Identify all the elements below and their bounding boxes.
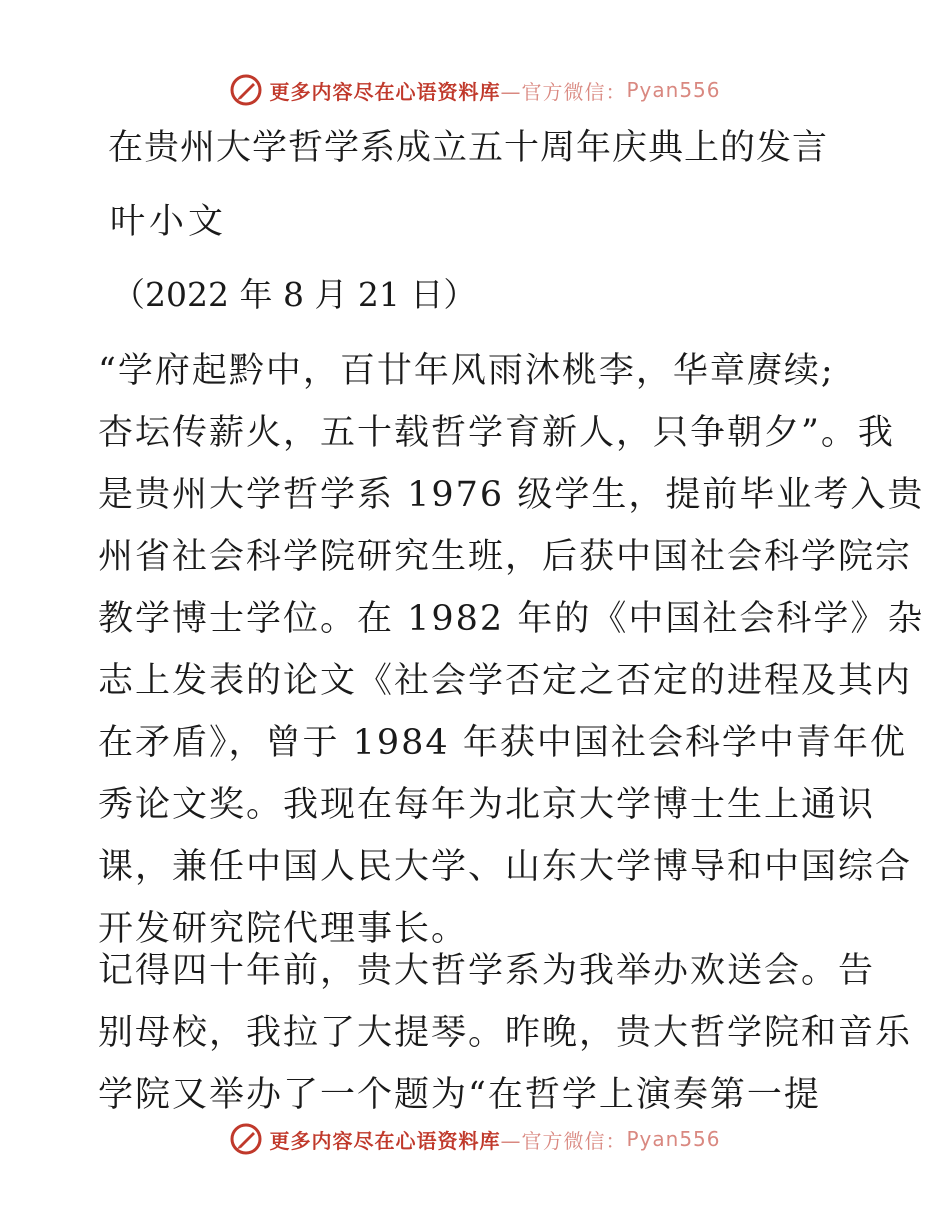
document-date: （2022 年 8 月 21 日） bbox=[112, 275, 477, 314]
quill-logo-icon bbox=[229, 73, 263, 107]
paragraph-line: 是贵州大学哲学系 1976 级学生，提前毕业考入贵 bbox=[98, 475, 925, 515]
paragraph-line: 在矛盾》，曾于 1984 年获中国社会科学中青年优 bbox=[98, 723, 907, 763]
watermark-id-text: Pyan556 bbox=[626, 78, 721, 102]
paragraph-line: 课，兼任中国人民大学、山东大学博导和中国综合 bbox=[98, 847, 913, 887]
paragraph-line: 教学博士学位。在 1982 年的《中国社会科学》杂 bbox=[98, 599, 925, 639]
paragraph-1 bbox=[98, 340, 925, 960]
watermark-separator-text: —官方微信： bbox=[500, 1128, 627, 1153]
footer-watermark bbox=[0, 1119, 950, 1159]
header-watermark bbox=[0, 70, 950, 110]
document-author: 叶小文 bbox=[110, 202, 228, 242]
paragraph-line: 记得四十年前，贵大哲学系为我举办欢送会。告 bbox=[98, 951, 876, 991]
paragraph-line: 开发研究院代理事长。 bbox=[98, 909, 469, 949]
paragraph-line: 秀论文奖。我现在每年为北京大学博士生上通识 bbox=[98, 785, 876, 825]
document-title: 在贵州大学哲学系成立五十周年庆典上的发言 bbox=[108, 128, 829, 168]
paragraph-line: 别母校，我拉了大提琴。昨晚，贵大哲学院和音乐 bbox=[98, 1013, 913, 1053]
watermark-main-text: 更多内容尽在心语资料库 bbox=[269, 79, 501, 104]
paragraph-2 bbox=[98, 940, 913, 1126]
paragraph-line: 志上发表的论文《社会学否定之否定的进程及其内 bbox=[98, 661, 913, 701]
watermark-separator-text: —官方微信： bbox=[500, 79, 627, 104]
paragraph-line: 杏坛传薪火，五十载哲学育新人，只争朝夕”。我 bbox=[98, 413, 895, 453]
paragraph-line: 学院又举办了一个题为“在哲学上演奏第一提 bbox=[98, 1075, 821, 1115]
paragraph-line: “学府起黔中，百廿年风雨沐桃李，华章赓续; bbox=[98, 351, 835, 391]
watermark-main-text: 更多内容尽在心语资料库 bbox=[269, 1128, 501, 1153]
quill-logo-icon bbox=[229, 1122, 263, 1156]
paragraph-line: 州省社会科学院研究生班，后获中国社会科学院宗 bbox=[98, 537, 913, 577]
watermark-id-text: Pyan556 bbox=[626, 1127, 721, 1151]
